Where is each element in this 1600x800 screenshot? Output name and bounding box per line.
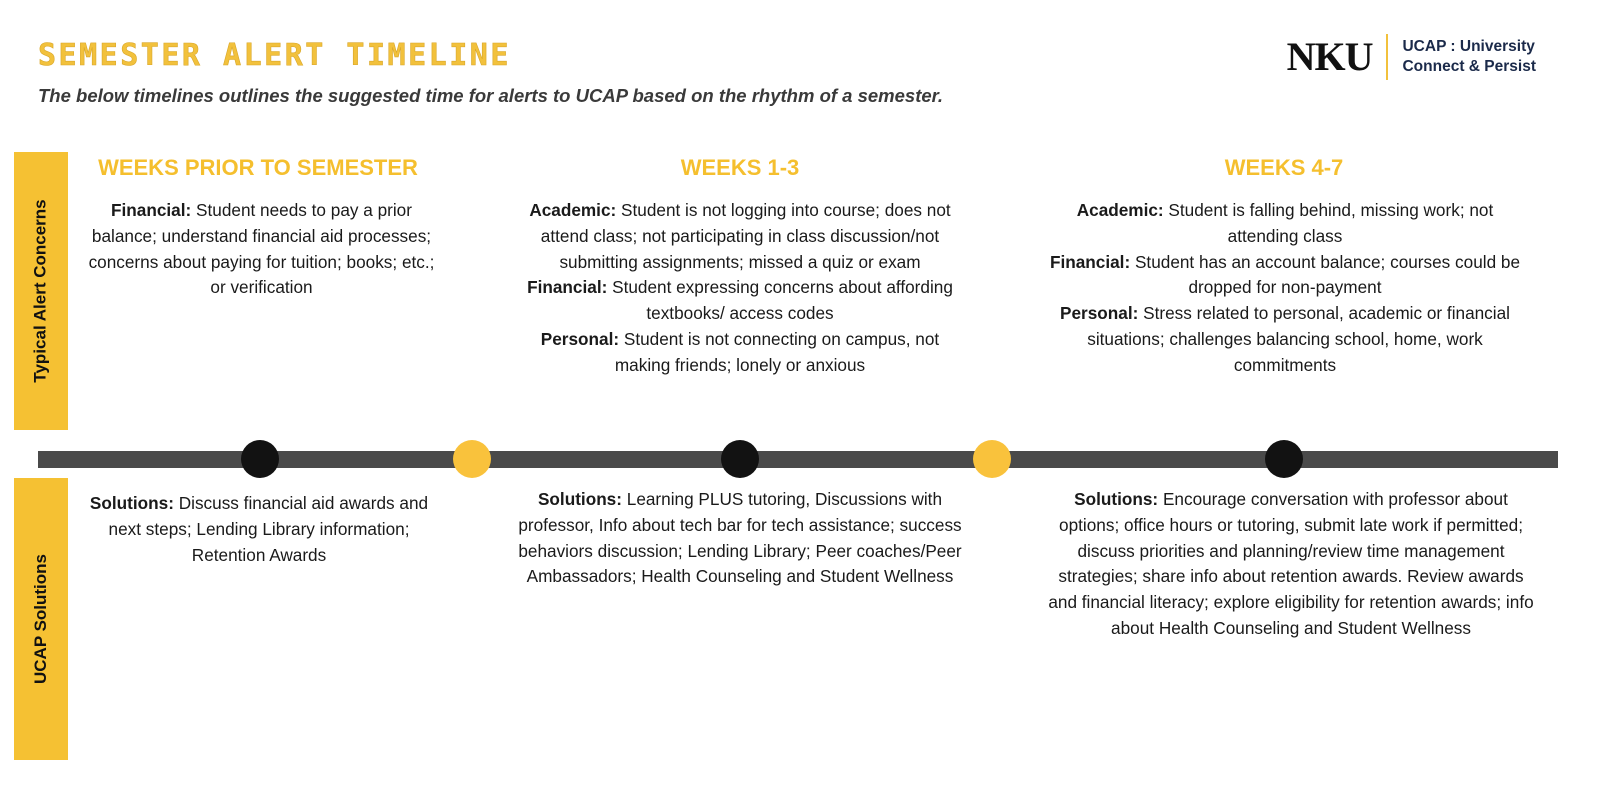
ucap-logo-text bbox=[1402, 37, 1536, 78]
section-label-concerns-text: Typical Alert Concerns bbox=[31, 199, 50, 383]
timeline-marker-5 bbox=[1265, 440, 1303, 478]
column-heading-weeks-1-3: WEEKS 1-3 bbox=[680, 155, 800, 180]
timeline-marker-2 bbox=[453, 440, 491, 478]
concerns-text-weeks-4-7: Academic: Student is falling behind, missing work; not attending class Financial: Student has an account balance; courses could be dropped for non-payment Personal: Stress related to personal, academic or financial situations; challenges balancing school, home, work commitments bbox=[1049, 200, 1521, 375]
page-subtitle: The below timelines outlines the suggested time for alerts to UCAP based on the rhythm of a semester. bbox=[38, 85, 943, 106]
ucap-logo-line2: Connect & Persist bbox=[1402, 58, 1536, 75]
solutions-text-weeks-prior: Solutions: Discuss financial aid awards and next steps; Lending Library information; Retention Awards bbox=[89, 493, 429, 565]
section-label-solutions-text: UCAP Solutions bbox=[31, 553, 50, 685]
solutions-text-weeks-4-7: Solutions: Encourage conversation with professor about options; office hours or tutoring, submit late work if permitted; discuss priorities and planning/review time management strategies; share info about retention awards. Review awards and financial literacy; explore eligibility for retention awards; info about Health Counseling and Student Wellness bbox=[1048, 489, 1534, 638]
nku-ucap-logo bbox=[1287, 30, 1536, 84]
concerns-text-weeks-1-3: Academic: Student is not logging into course; does not attend class; not participating in class discussion/not submitting assignments; missed a quiz or exam Financial: Student expressing concerns about affording textbooks/ access codes Personal: Student is not connecting on campus, not making friends; lonely or anxious bbox=[527, 200, 953, 375]
timeline-marker-4 bbox=[973, 440, 1011, 478]
section-label-typical-alert-concerns bbox=[14, 152, 68, 430]
concerns-text-weeks-prior: Financial: Student needs to pay a prior balance; understand financial aid processes; concerns about paying for tuition; books; etc.; or verification bbox=[88, 200, 435, 298]
page-title: SEMESTER ALERT TIMELINE bbox=[38, 38, 511, 73]
section-label-ucap-solutions bbox=[14, 478, 68, 760]
solutions-text-weeks-1-3: Solutions: Learning PLUS tutoring, Discussions with professor, Info about tech bar for tech assistance; success behaviors discussion; Lending Library; Peer coaches/Peer Ambassadors; Health Counseling and Student Wellness bbox=[518, 489, 962, 587]
column-heading-weeks-4-7: WEEKS 4-7 bbox=[1224, 155, 1344, 180]
column-heading-weeks-prior: WEEKS PRIOR TO SEMESTER bbox=[98, 155, 418, 180]
ucap-logo-line1: UCAP : University bbox=[1402, 37, 1535, 55]
nku-wordmark: NKU bbox=[1286, 34, 1373, 79]
page-header bbox=[0, 0, 1600, 130]
timeline-marker-1 bbox=[241, 440, 279, 478]
timeline-marker-3 bbox=[721, 440, 759, 478]
logo-divider bbox=[1386, 34, 1388, 80]
